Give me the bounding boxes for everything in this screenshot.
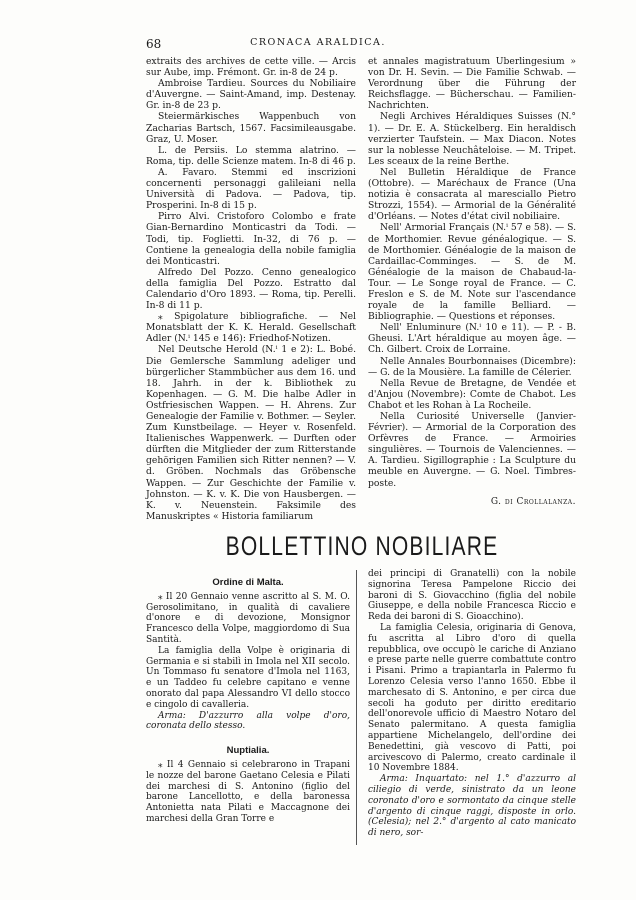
ordine-heading: Ordine di Malta. xyxy=(212,577,284,588)
paragraph: Ambroise Tardieu. Sources du Nobiliaire d'Auvergne. — Saint-Amand, imp. Destenay. Gr. in-8 de 23 p. xyxy=(146,78,356,112)
paragraph: Nell' Armorial Français (N.ⁱ 57 e 58). — S. de Morthomier. Revue généalogique. — S. de Morthomier. Généalogie de la maison de Cardaillac-Comminges. — S. de M. Généalogie de la maison de Chabaud-la-Tour. — Le Songe royal de France. — C. Freslon e S. de M. Note sur l'ascendance royale de la famille Belliard. — Bibliographie. — Questions et réponses. xyxy=(368,222,576,323)
paragraph: ⁎ Il 4 Gennaio si celebrarono in Trapani le nozze del barone Gaetano Celesia e Pilati dei marchesi di S. Antonino (figlio del barone Lancellotto, e della baronessa Antonietta nata Pilati e Maccagnone dei marchesi della Gran Torre e xyxy=(146,759,350,824)
paragraph: Nel Bulletin Héraldique de France (Ottobre). — Maréchaux de France (Una notizia è consacrata al maresciallo Pietro Strozzi, 1554). — Armorial de la Généralité d'Orléans. — Notes d'état civil nobiliaire. xyxy=(368,166,576,223)
paragraph: Nelle Annales Bourbonnaises (Dicembre): — G. de la Mousière. La famille de Célerier. xyxy=(368,355,576,378)
paragraph: La famiglia Celesia, originaria di Genova, fu ascritta al Libro d'oro di quella repubblica, ove occupò le cariche di Anziano e prese parte nelle guerre combattute contro i Pisani. Primo a trapiantarla in Palermo fu Lorenzo Celesia verso l'anno 1650. Ebbe il marchesato di S. Antonino, e per circa due secoli ha goduto per diritto ereditario dell'onorevole ufficio di Maestro Notaro del Senato palermitano. A questa famiglia appartiene Michelangelo, dell'ordine dei Benedettini, già vescovo di Patti, poi arcivescovo di Palermo, creato cardinale il 10 Novembre 1884. xyxy=(368,622,576,774)
running-title: CRONACA ARALDICA. xyxy=(250,37,386,48)
paragraph: Pirro Alvi. Cristoforo Colombo e frate Gian-Bernardino Monticastri da Todi. — Todi, tip. Foglietti. In-32, di 76 p. — Contiene la genealogia della nobile famiglia dei Monticastri. xyxy=(146,211,356,267)
paragraph: dei principi di Granatelli) con la nobile signorina Teresa Pampelone Riccio dei baroni di S. Giovacchino (figlia del nobile Giuseppe, e della nobile Francesca Riccio e Reda dei baroni di S. Gioacchino). xyxy=(368,569,576,623)
paragraph: Nell' Enluminure (N.ⁱ 10 e 11). — P. - B. Gheusi. L'Art héraldique au moyen âge. — Ch. Gilbert. Croix de Lorraine. xyxy=(368,322,576,356)
paragraph: et annales magistratuum Uberlingesium » von Dr. H. Sevin. — Die Familie Schwab. — Verordnung über die Führung der Reichsflagge. — Bücherschau. — Familien-Nachrichten. xyxy=(368,56,576,112)
arma-paragraph: Arma: D'azzurro alla volpe d'oro, coronata dello stesso. xyxy=(146,710,350,732)
paragraph: extraits des archives de cette ville. — Arcis sur Aube, imp. Frémont. Gr. in-8 de 24 p. xyxy=(146,56,356,79)
paragraph: Negli Archives Héraldiques Suisses (N.° 1). — Dr. E. A. Stückelberg. Ein heraldisch verzierter Taufstein. — Max Diacon. Notes sur la noblesse Neuchâteloise. — M. Tripet. Les sceaux de la reine Berthe. xyxy=(368,111,576,167)
paragraph: Nel Deutsche Herold (N.ⁱ 1 e 2): L. Bobé. Die Gemlersche Sammlung adeliger und bürgerlicher Stammbücher aus dem 16. und 18. Jahrh. in der k. Bibliothek zu Kopenhagen. — G. M. Die halbe Adler in Ostfriesischen Wappen. — H. Ahrens. Zur Genealogie der Familie v. Bothmer. — Seyler. Zum Kunstbeilage. — Heyer v. Rosenfeld. Italienisches Wappenwerk. — Durften oder dürften die Mitglieder der zum Ritterstande gehörigen Familien sich Ritter nennen? — V. d. Gröben. Nochmals das Gröbensche Wappen. — Zur Geschichte der Familie v. Johnston. — K. v. K. Die von Hausbergen. — K. v. Neuenstein. Faksimile des Manuskriptes « Historia familiarum xyxy=(146,344,356,522)
paragraph: Alfredo Del Pozzo. Cenno genealogico della famiglia Del Pozzo. Estratto dal Calendario d'Oro 1893. — Roma, tip. Perelli. In-8 di 11 p. xyxy=(146,266,356,312)
paragraph: L. de Persiis. Lo stemma alatrino. — Roma, tip. delle Scienze matem. In-8 di 46 p. xyxy=(146,144,356,167)
signature: G. di Crollalanza. xyxy=(490,496,576,507)
arma-paragraph: Arma: Inquartato: nel 1.° d'azzurro al ciliegio di verde, sinistrato da un leone coronato d'oro e sormontato da cinque stelle d'argento di cinque raggi, disposte in orlo. (Celesia); nel 2.° d'argento al cato manicato di nero, sor- xyxy=(368,774,576,839)
column-divider xyxy=(356,570,357,845)
paragraph: ⁎ Il 20 Gennaio venne ascritto al S. M. O. Gerosolimitano, in qualità di cavaliere d'onore e di devozione, Monsignor Francesco della Volpe, maggiordomo di Sua Santità. xyxy=(146,591,350,645)
bulletin-title: BOLLETTINO NOBILIARE xyxy=(225,531,499,561)
paragraph: Nella Curiosité Universelle (Janvier-Février). — Armorial de la Corporation des Orfèvres de France. — Armoiries singulières. — Tournois de Valenciennes. — A. Tardieu. Sigillographie : La Sculpture du meuble en Auvergne. — G. Noel. Timbres-poste. xyxy=(368,411,576,489)
paragraph: A. Favaro. Stemmi ed inscrizioni concernenti personaggi galileiani nella Università di Padova. — Padova, tip. Prosperini. In-8 di 15 p. xyxy=(146,166,356,212)
bulletin-right-column xyxy=(368,569,576,839)
paragraph: Steiermärkisches Wappenbuch von Zacharias Bartsch, 1567. Facsimileausgabe. Graz, U. Moser. xyxy=(146,111,356,145)
bulletin-left-column xyxy=(146,578,350,825)
paragraph: La famiglia della Volpe è originaria di Germania e si stabilì in Imola nel XII secolo. Un Tommaso fu senatore d'Imola nel 1163, e un Taddeo fu celebre capitano e venne onorato dal papa Alessandro VI dello stocco e cingolo di cavalleria. xyxy=(146,645,350,710)
page-number: 68 xyxy=(146,37,162,51)
paragraph: Nella Revue de Bretagne, de Vendée et d'Anjou (Novembre): Comte de Chabot. Les Chabot et les Rohan à La Rocheile. xyxy=(368,377,576,411)
bibliography-right-column xyxy=(368,56,576,508)
nuptialia-heading: Nuptialia. xyxy=(226,745,270,757)
section-spigolature: ⁎ Spigolature bibliografiche. — Nel Monatsblatt der K. K. Herald. Gesellschaft Adler (N.ⁱ 145 e 146): Friedhof-Notizen. xyxy=(146,311,356,345)
bibliography-left-column xyxy=(146,56,356,522)
